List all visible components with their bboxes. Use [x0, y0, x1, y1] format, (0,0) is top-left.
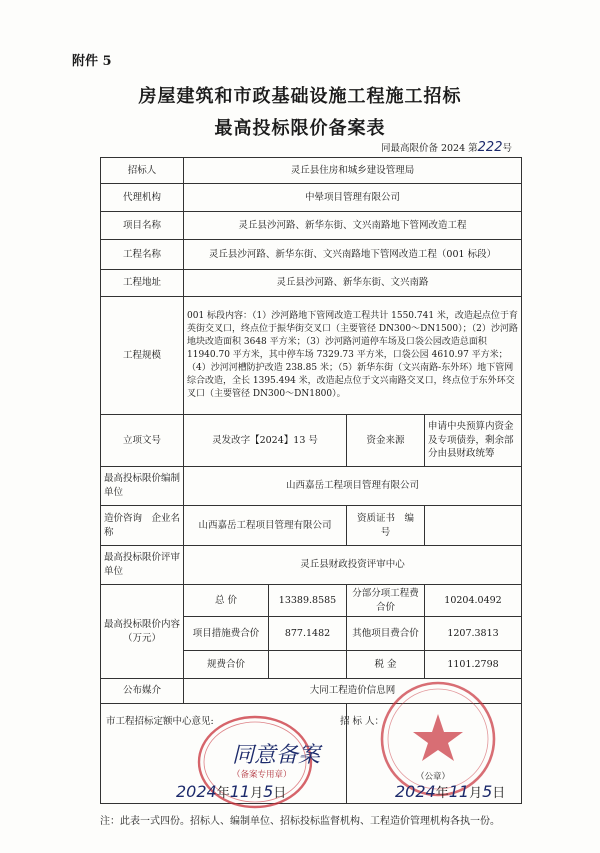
tenderer-sign-label: 招 标 人：: [340, 716, 385, 727]
consultant-value: 山西嘉岳工程项目管理有限公司: [184, 506, 347, 546]
scale-label: 工程规模: [101, 297, 184, 415]
fees-label: 规费合价: [184, 651, 269, 679]
day-unit: 日: [492, 786, 506, 801]
tenderer-date: [395, 782, 505, 801]
filing-seal-caption: （备案专用章）: [232, 770, 292, 780]
filing-date: [176, 782, 286, 801]
tenderer-date-year: 2024: [395, 782, 436, 801]
subitem-cost-label: 分部分项工程费合价: [347, 585, 425, 617]
total-price-value: 13389.8585: [269, 585, 347, 617]
tenderer-date-day: 5: [482, 782, 493, 801]
subitem-cost-value: 10204.0492: [425, 585, 522, 617]
title-line-1: 房屋建筑和市政基础设施工程施工招标: [138, 86, 462, 107]
reviewer-value: 灵丘县财政投资评审中心: [184, 546, 522, 585]
table-row: [101, 585, 522, 617]
title-line-2: 最高投标限价备案表: [214, 118, 386, 139]
table-row: [101, 158, 522, 184]
media-label: 公布媒介: [101, 679, 184, 704]
reviewer-label: 最高投标限价评审单位: [101, 546, 184, 585]
table-row: [101, 240, 522, 270]
table-row: [101, 467, 522, 506]
tenderer-date-month: 11: [448, 782, 470, 801]
year-unit: 年: [435, 786, 449, 801]
fees-value: [269, 651, 347, 679]
table-row: [101, 212, 522, 240]
certificate-label: 资质证书 编 号: [347, 506, 425, 546]
tenderer-seal-caption: （公章）: [416, 772, 451, 782]
fund-source-value: 申请中央预算内资金及专项债券，剩余部分由县财政统筹: [425, 415, 522, 467]
price-content-label: 最高投标限价内容（万元）: [101, 585, 184, 679]
filing-date-month: 11: [229, 782, 251, 801]
scale-value: 001 标段内容：（1）沙河路地下管网改造工程共计 1550.741 米，改造起点位于育英街交叉口，终点位于振华街交叉口（主要管径 DN300～DN1500）；（2）沙河路地块改造面积 3648 平方米；（3）沙河路河道停车场及口袋公园改造总面积 11940.70 平方米，其中停车场 7329.73 平方米，口袋公园 4610.97 平方米；（4）沙河河槽防护改造 238.85 米；（5）新华东街（文兴南路-东外环）地下管网综合改造，全长 1395.494 米，改造起点位于文兴南路交叉口，终点位于东外环交叉口（主要管径 DN300～DN1800）。: [184, 297, 522, 415]
engineering-name-value: 灵丘县沙河路、新华东街、文兴南路地下管网改造工程（001 标段）: [184, 240, 522, 270]
project-name-value: 灵丘县沙河路、新华东街、文兴南路地下管网改造工程: [184, 212, 522, 240]
total-price-label: 总 价: [184, 585, 269, 617]
tenderer-value: 灵丘县住房和城乡建设管理局: [184, 158, 522, 184]
engineering-name-label: 工程名称: [101, 240, 184, 270]
table-row: [101, 415, 522, 467]
project-name-label: 项目名称: [101, 212, 184, 240]
fund-source-label: 资金来源: [347, 415, 425, 467]
approval-handwriting: 同意备案: [232, 743, 321, 768]
table-row: [101, 184, 522, 212]
day-unit: 日: [273, 786, 287, 801]
media-value: 大同工程造价信息网: [184, 679, 522, 704]
compiler-label: 最高投标限价编制单位: [101, 467, 184, 506]
serial-handwritten-number: 222: [477, 140, 503, 155]
month-unit: 月: [469, 786, 483, 801]
tax-label: 税 金: [347, 651, 425, 679]
certificate-value: [425, 506, 522, 546]
consultant-label: 造价咨询 企业名称: [101, 506, 184, 546]
address-value: 灵丘县沙河路、新华东街、文兴南路: [184, 270, 522, 297]
approval-doc-label: 立项文号: [101, 415, 184, 467]
footnote: 注：此表一式四份。招标人、编制单位、招标投标监督机构、工程造价管理机构各执一份。: [100, 816, 500, 827]
table-row: [101, 270, 522, 297]
agency-value: 中晕项目管理有限公司: [184, 184, 522, 212]
serial-number: [381, 140, 512, 155]
tax-value: 1101.2798: [425, 651, 522, 679]
other-cost-value: 1207.3813: [425, 617, 522, 651]
filing-date-year: 2024: [176, 782, 217, 801]
agency-label: 代理机构: [101, 184, 184, 212]
filing-date-day: 5: [263, 782, 274, 801]
address-label: 工程地址: [101, 270, 184, 297]
opinion-label: 市工程招标定额中心意见:: [106, 716, 214, 727]
other-cost-label: 其他项目费合价: [347, 617, 425, 651]
serial-suffix: 号: [502, 143, 512, 154]
table-row: [101, 506, 522, 546]
compiler-value: 山西嘉岳工程项目管理有限公司: [184, 467, 522, 506]
measure-cost-value: 877.1482: [269, 617, 347, 651]
attachment-label: 附件 5: [72, 54, 112, 69]
tenderer-label: 招标人: [101, 158, 184, 184]
table-row: [101, 297, 522, 415]
approval-doc-value: 灵发改字【2024】13 号: [184, 415, 347, 467]
month-unit: 月: [250, 786, 264, 801]
table-row: [101, 546, 522, 585]
year-unit: 年: [216, 786, 230, 801]
measure-cost-label: 项目措施费合价: [184, 617, 269, 651]
serial-prefix: 同最高限价备 2024 第: [380, 143, 478, 154]
